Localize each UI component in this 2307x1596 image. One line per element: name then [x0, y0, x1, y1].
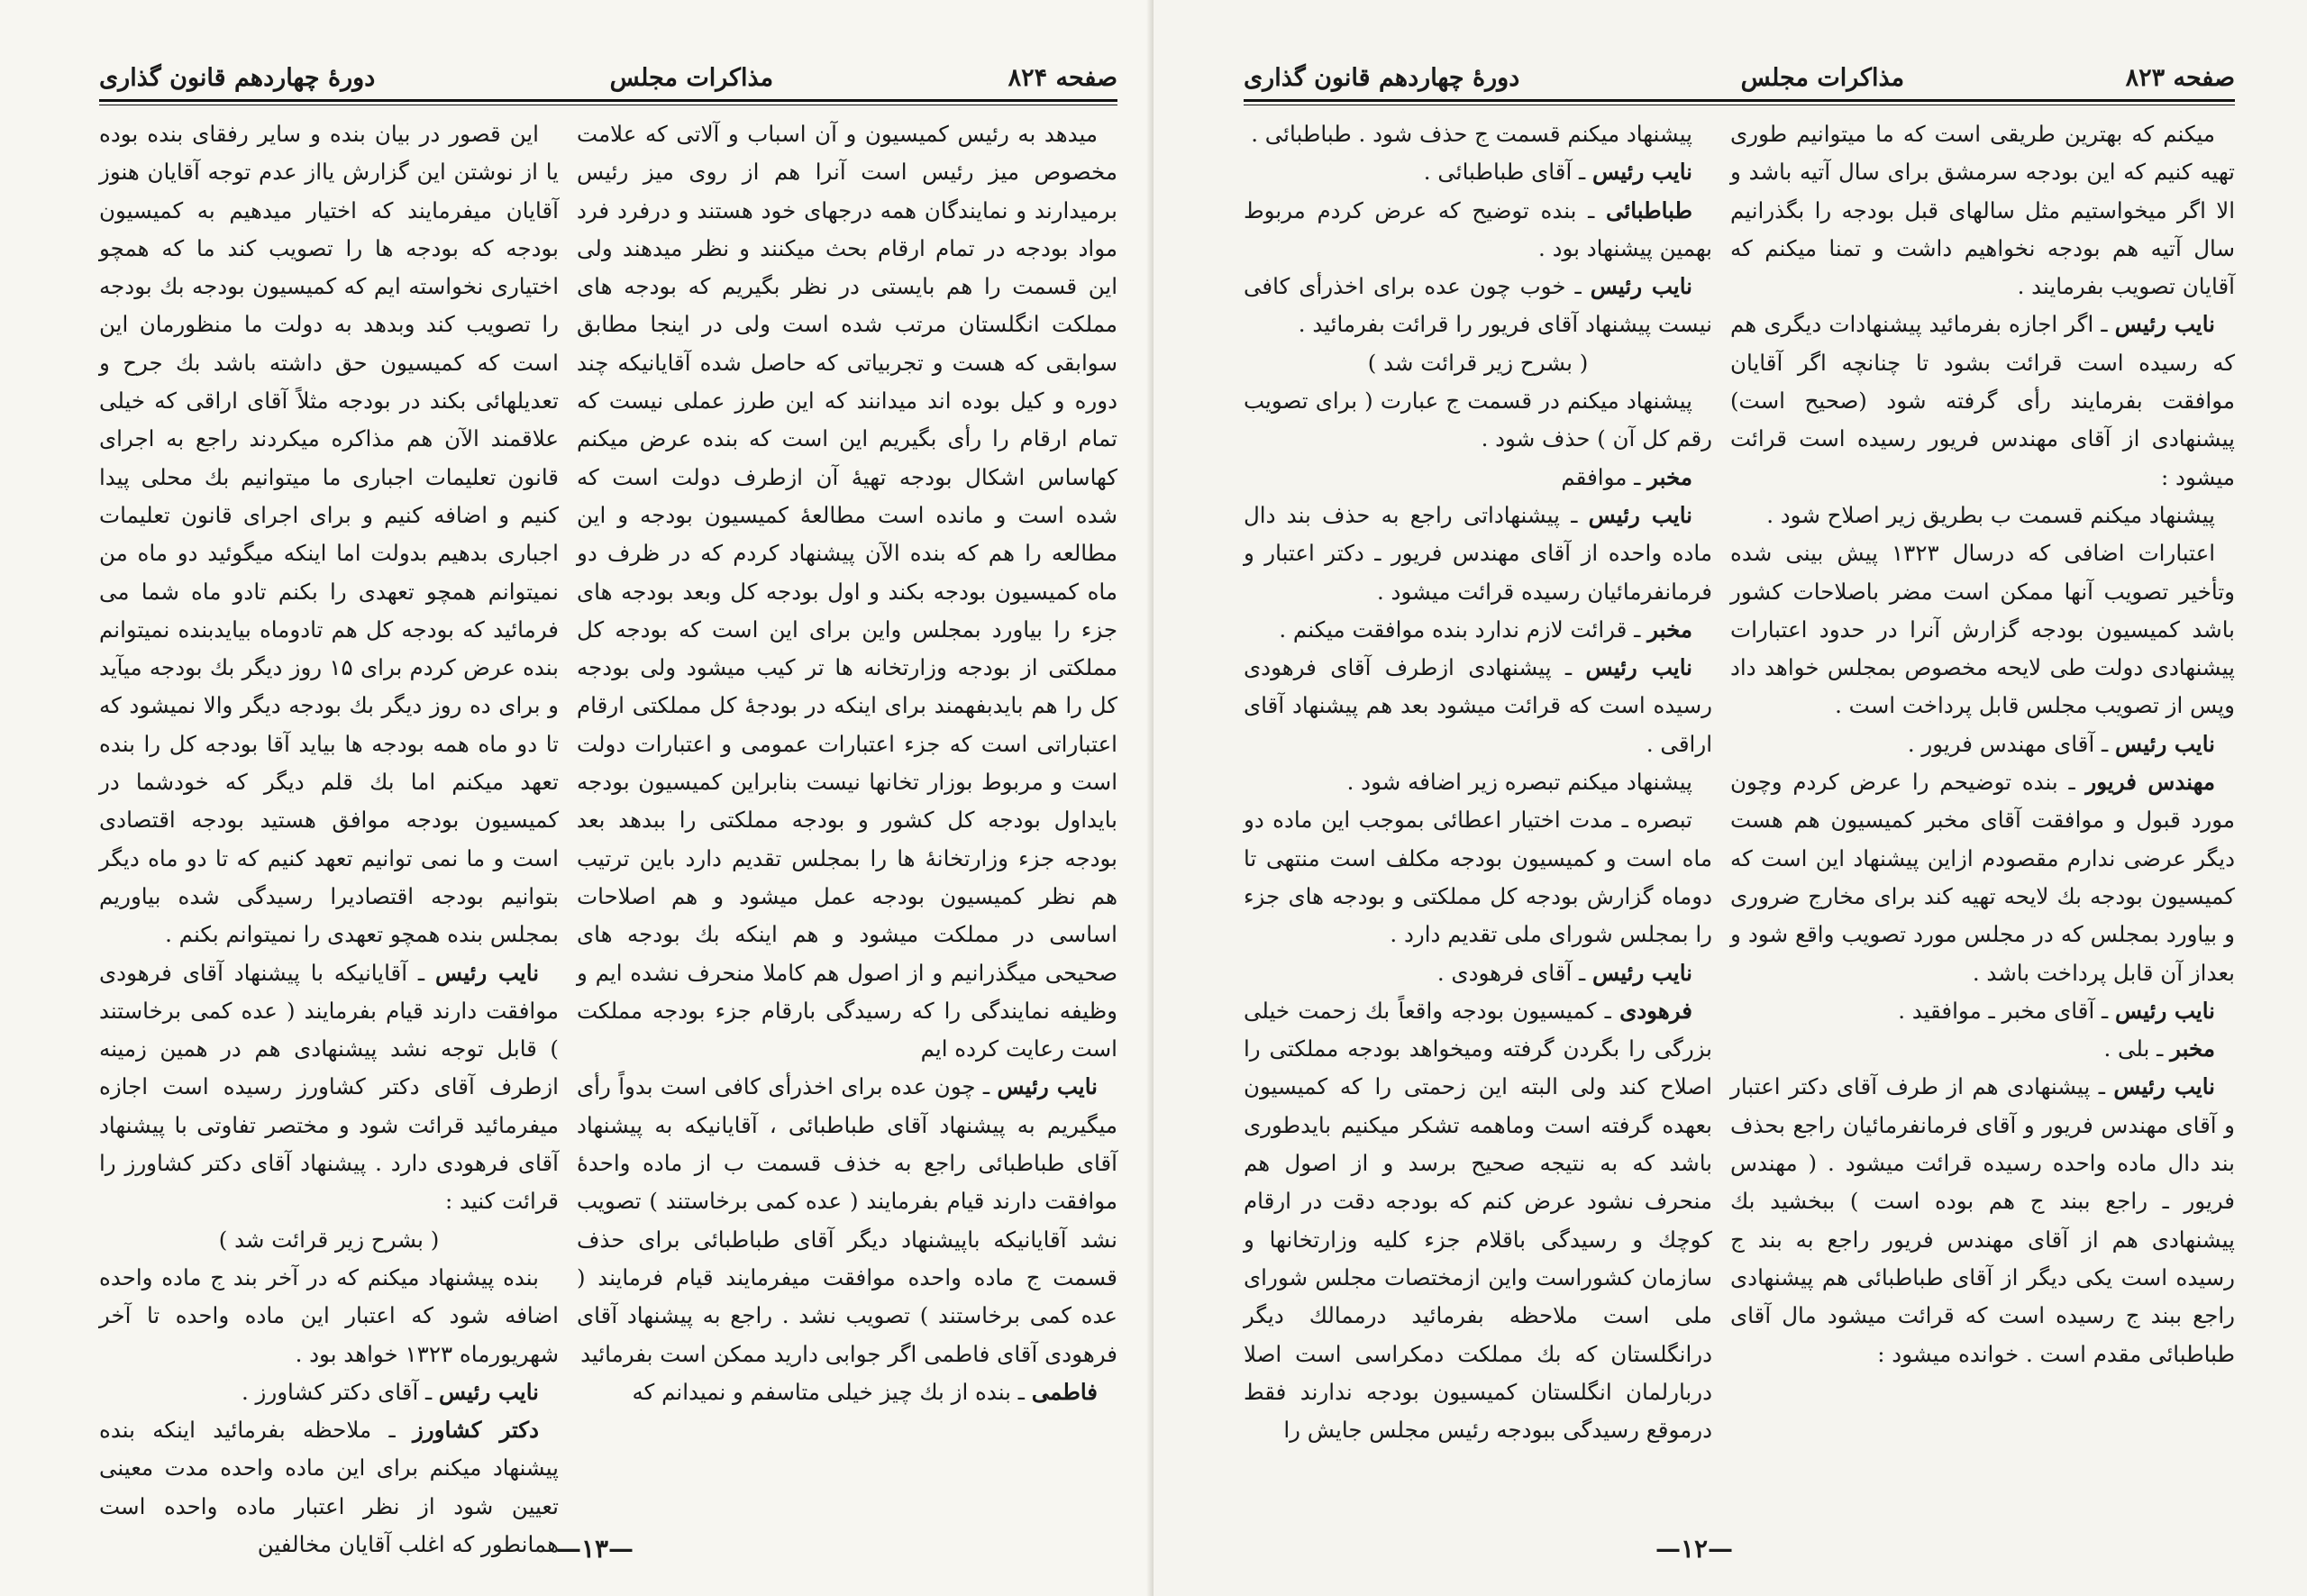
paragraph-text: میکنم که بهترین طریقی است که ما میتوانیم طوری تهیه کنیم که این بودجه سرمشق برای سال آتیه باشد و الا اگر میخواستیم مثل سالهای قبل بودجه را بگذرانیم سال آتیه هم بودجه نخواهیم داشت و تمنا میکنم که آقایان تصویب بفرمایند .: [1730, 121, 2235, 300]
paragraph-text: آقای فرهودی .: [1436, 959, 1573, 986]
page-header: [99, 56, 1117, 99]
paragraph-text: بلی .: [2103, 1035, 2150, 1062]
speaker-name: فاطمی: [1031, 1378, 1098, 1405]
dash-separator: ـ: [418, 1378, 440, 1405]
speaker-paragraph: [1244, 992, 1712, 1450]
speaker-paragraph: [1730, 763, 2235, 992]
speaker-name: نایب رئیس: [434, 959, 540, 986]
speaker-paragraph: [1730, 1068, 2235, 1373]
paragraph: [1244, 801, 1712, 953]
dash-separator: ـ: [371, 1417, 413, 1444]
paragraph: [1244, 382, 1712, 459]
section-title: مذاکرات مجلس: [609, 63, 774, 92]
speaker-name: طباطبائی: [1606, 196, 1692, 223]
speaker-name: مخبر: [1647, 463, 1692, 490]
speaker-name: نایب رئیس: [2115, 730, 2215, 757]
speaker-paragraph: [577, 1373, 1117, 1411]
text-column-left: [1244, 115, 1712, 1521]
header-rule: [99, 99, 1117, 105]
dash-separator: ـ: [1572, 159, 1593, 186]
paragraph-text: خوب چون عده برای اخذرأی کافی نیست پیشنهاد آقای فریور را قرائت بفرمائید .: [1244, 273, 1712, 338]
paragraph-text: ( بشرح زیر قرائت شد ): [218, 1226, 440, 1253]
paragraph-text: پیشنهاد میکنم قسمت ج حذف شود . طباطبائی .: [1251, 121, 1692, 147]
paragraph-text: آقایانیکه با پیشنهاد آقای فرهودی موافقت دارند قیام بفرمایند ( عده کمی برخاستند ) قابل توجه نشد پیشنهادی هم در همین زمینه ازطرف آقای دکتر کشاورز رسیده است اجازه میفرمائید قرائت شود و مختصر تفاوتی با پیشنهاد آقای فرهودی دارد . پیشنهاد آقای دکتر کشاورز را قرائت کنید :: [99, 959, 559, 1215]
right-page: [1154, 0, 2307, 1596]
speaker-paragraph: [99, 954, 559, 1221]
dash-separator: ـ: [2093, 311, 2115, 338]
speaker-name: نایب رئیس: [997, 1073, 1098, 1100]
dash-separator: ـ: [1551, 654, 1586, 681]
speaker-paragraph: [1730, 725, 2235, 763]
dash-separator: ـ: [1010, 1378, 1032, 1405]
speaker-name: مهندس فریور: [2085, 769, 2215, 796]
paragraph: [99, 115, 559, 954]
paragraph-text: این قصور در بیان بنده و سایر رفقای بنده بوده یا از نوشتن این گزارش یااز عدم توجه آقایان هنوز آقایان میفرمایند که اختیار میدهیم به کمیسیون بودجه که بودجه ها را تصویب کند ما که همچو اختیاری نخواسته ایم که کمیسیون بودجه بك بودجه را تصویب کند وبدهد به دولت ما منظورمان این است که کمیسیون حق داشته باشد بك جرح و تعدیلهائی بکند در بودجه مثلاً آقای اراقی که خیلی علاقمند الآن هم مذاکره میکردند راجع به اجرای قانون تعلیمات اجباری ما میتوانیم بك محلی پیدا کنیم و اضافه کنیم و برای اجرای قانون تعلیمات اجباری بدهیم بدولت اما اینکه میگوئید دو ماه من نمیتوانم همچو تعهدی را بکنم تادو ماه شما می فرمائید که بودجه کل هم تادوماه بیایدبنده نمیتوانم بنده عرض کردم برای ۱۵ روز دیگر بك بودجه میآید و برای ده روز دیگر بك بودجه دیگر والا نمیشود که تا دو ماه همه بودجه ها بیاید آقا بودجه کل را بنده تعهد میکنم اما بك قلم دیگر که خودشما در کمیسیون بودجه موافق هستید بودجه اقتصادی است و ما نمی توانیم تعهد کنیم که تا دو ماه دیگر بتوانیم بودجه اقتصادیرا رسیدگی شده بیاوریم بمجلس بنده همچو تعهدی را نمیتوانم بکنم .: [99, 121, 559, 948]
text-column-left: [99, 115, 559, 1557]
speaker-name: فرهودی: [1619, 997, 1692, 1024]
speaker-name: نایب رئیس: [2115, 997, 2215, 1024]
paragraph-text: ( بشرح زیر قرائت شد ): [1367, 349, 1589, 376]
paragraph-text: آقای طباطبائی .: [1423, 159, 1573, 186]
paragraph-text: چون عده برای اخذرأی کافی است بدواً رأی میگیریم به پیشنهاد آقای طباطبائی ، آقایانیکه به پیشنهاد آقای طباطبائی راجع به خذف قسمت ب از ماده واحدهٔ موافقت دارند قیام بفرمایند ( عده کمی برخاستند ) تصویب نشد آقایانیکه باپیشنهاد دیگر آقای طباطبائی برای حذف قسمت ج ماده واحده موافقت میفرمایند قیام فرمایند ( عده کمی برخاستند ) تصویب نشد . راجع به پیشنهاد آقای فرهودی آقای فاطمی اگر جوابی دارید ممکن است بفرمائید: [577, 1073, 1117, 1367]
page-header: [1244, 56, 2235, 99]
dash-separator: ـ: [1560, 501, 1589, 528]
text-column-right: [577, 115, 1117, 1521]
speaker-name: نایب رئیس: [2113, 1073, 2216, 1100]
dash-separator: ـ: [1572, 959, 1593, 986]
paragraph: [1730, 497, 2235, 534]
speaker-paragraph: [1244, 611, 1712, 649]
paragraph-text: قرائت لازم ندارد بنده موافقت میکنم .: [1279, 616, 1628, 643]
speaker-paragraph: [1244, 153, 1712, 191]
paragraph: [1730, 115, 2235, 306]
speaker-paragraph: [1730, 992, 2235, 1030]
paragraph-text: پیشنهادی ازطرف آقای فرهودی رسیده است که قرائت میشود بعد هم پیشنهاد آقای اراقی .: [1244, 654, 1712, 757]
paragraph-text: ملاحظه بفرمائید اینکه بنده پیشنهاد میکنم برای این ماده واحده مدت معینی تعیین شود از نظر اعتبار ماده واحده است همانطور که اغلب آقایان مخالفین: [99, 1417, 559, 1557]
paragraph-text: آقای دکتر کشاورز .: [241, 1378, 419, 1405]
paragraph: [99, 1259, 559, 1373]
folio-number: —۱۲—: [1655, 1534, 1734, 1564]
header-rule: [1244, 99, 2235, 105]
text-column-right: [1730, 115, 2235, 1521]
dash-separator: ـ: [2094, 997, 2116, 1024]
paragraph-text: تبصره ـ مدت اختیار اعطائی بموجب این ماده دو ماه است و کمیسیون بودجه مکلف است منتهی تا دوماه گزارش بودجه کل مملکتی و بودجه های جزء را بمجلس شورای ملی تقدیم دارد .: [1244, 807, 1712, 948]
dash-separator: ـ: [1627, 616, 1648, 643]
speaker-paragraph: [1730, 306, 2235, 496]
speaker-name: نایب رئیس: [1592, 959, 1692, 986]
page-number-label: صفحه ۸۲۴: [1008, 63, 1117, 92]
dash-separator: ـ: [1576, 196, 1607, 223]
speaker-paragraph: [99, 1373, 559, 1411]
folio-number: —۱۳—: [555, 1534, 634, 1564]
speaker-name: مخبر: [2170, 1035, 2215, 1062]
speaker-name: مخبر: [1647, 616, 1692, 643]
paragraph: [1244, 115, 1712, 153]
section-title: مذاکرات مجلس: [1740, 63, 1905, 92]
paragraph: [577, 115, 1117, 1068]
paragraph-text: بنده توضیحم را عرض کردم وچون مورد قبول و موافقت آقای مخبر کمیسیون هم هست دیگر عرضی ندارم مقصودم ازاین پیشنهاد این است که کمیسیون بودجه بك لایحه تهیه کند برای مخارج ضروری و بیاورد بمجلس که در مجلس مورد تصویب واقع شود و بعداز آن قابل پرداخت باشد .: [1730, 769, 2235, 986]
speaker-name: دکتر کشاورز: [412, 1417, 539, 1444]
dash-separator: ـ: [1565, 273, 1591, 300]
speaker-name: نایب رئیس: [1590, 273, 1693, 300]
paragraph-text: اگر اجازه بفرمائید پیشنهادات دیگری هم که رسیده است قرائت بشود تا چنانچه اگر آقایان موافقت بفرمایند رأی گرفته شود (صحیح است) پیشنهادی از آقای مهندس فریور رسیده است قرائت میشود :: [1730, 311, 2235, 490]
paragraph-text: پیشنهاد میکنم تبصره زیر اضافه شود .: [1346, 769, 1692, 796]
dash-separator: ـ: [407, 959, 435, 986]
paragraph: [1244, 344, 1712, 382]
dash-separator: ـ: [2090, 1073, 2114, 1100]
paragraph-text: پیشنهاد میکنم قسمت ب بطریق زیر اصلاح شود .: [1766, 501, 2215, 528]
dash-separator: ـ: [975, 1073, 998, 1100]
speaker-paragraph: [1244, 192, 1712, 269]
speaker-name: نایب رئیس: [1588, 501, 1692, 528]
paragraph: [1730, 534, 2235, 725]
session-title: دورهٔ چهاردهم قانون گذاری: [99, 63, 376, 92]
paragraph-text: کمیسیون بودجه واقعاً بك زحمت خیلی بزرگی را بگردن گرفته ومیخواهد بودجه مملکتی را اصلاح کند ولی البته این زحمتی را که کمیسیون بعهده گرفته است وماهمه تشکر میکنیم بایدطوری باشد که به نتیجه صحیح برسد و از اصول هم منحرف نشود عرض کنم که بودجه دقت در ارقام کوچك و رسیدگی باقلام جزء کلیه وزارتخانها و سازمان کشوراست واین ازمختصات مجلس شورای ملی است ملاحظه بفرمائید درممالك دیگر درانگلستان که بك مملکت دمکراسی است اصلا دربارلمان انگلستان کمیسیون بودجه ندارند فقط درموقع رسیدگی ببودجه رئیس مجلس جایش را: [1244, 997, 1712, 1444]
speaker-paragraph: [577, 1068, 1117, 1373]
paragraph-text: اعتبارات اضافی که درسال ۱۳۲۳ پیش بینی شده وتأخیر تصویب آنها ممکن است مضر باصلاحات کشور باشد کمیسیون بودجه گزارش آنرا در حدود اعتبارات پیشنهادی دولت طی لایحه مخصوص بمجلس خواهد داد وپس از تصویب مجلس قابل پرداخت است .: [1730, 540, 2235, 719]
paragraph-text: آقای مخبر ـ موافقید .: [1898, 997, 2095, 1024]
speaker-paragraph: [1244, 459, 1712, 497]
dash-separator: ـ: [1596, 997, 1620, 1024]
page-number-label: صفحه ۸۲۳: [2125, 63, 2235, 92]
dash-separator: ـ: [1627, 463, 1648, 490]
speaker-paragraph: [1244, 268, 1712, 344]
dash-separator: ـ: [2149, 1035, 2171, 1062]
speaker-paragraph: [1244, 497, 1712, 611]
speaker-paragraph: [99, 1411, 559, 1564]
speaker-paragraph: [1244, 649, 1712, 763]
paragraph-text: بنده توضیح که عرض کردم مربوط بهمین پیشنهاد بود .: [1244, 196, 1712, 261]
dash-separator: ـ: [2094, 730, 2116, 757]
speaker-name: نایب رئیس: [439, 1378, 539, 1405]
paragraph: [1244, 763, 1712, 801]
speaker-paragraph: [1730, 1030, 2235, 1068]
paragraph-text: پیشنهاد میکنم در قسمت ج عبارت ( برای تصویب رقم کل آن ) حذف شود .: [1244, 388, 1712, 452]
speaker-name: نایب رئیس: [1592, 159, 1692, 186]
paragraph-text: پیشنهادی هم از طرف آقای دکتر اعتبار و آقای مهندس فریور و آقای فرمانفرمائیان راجع بحذف بند دال ماده واحده رسیده قرائت میشود . ( مهندس فریور ـ راجع ببند ج هم بوده است ) ببخشید بك پیشنهادی هم از آقای مهندس فریور راجع به بند ج رسیده است یکی دیگر از آقای طباطبائی هم پیشنهادی راجع ببند ج رسیده است که قرائت میشود مال آقای طباطبائی مقدم است . خوانده میشود :: [1730, 1073, 2235, 1367]
paragraph-text: میدهد به رئیس کمیسیون و آن اسباب و آلاتی که علامت مخصوص میز رئیس است آنرا هم از روی میز رئیس برمیدارند و نمایندگان همه درجهای خود هستند و درفرد فرد مواد بودجه در تمام ارقام بحث میکنند و نظر میدهند ولی این قسمت را هم بایستی در نظر بگیریم که بودجه های مملکت انگلستان مرتب شده است ولی در اینجا مطابق سوابقی که هست و تجربیاتی که حاصل شده آقایانیکه چند دوره و کیل بوده اند میدانند که این طرز عملی نیست که تمام ارقام را رأی بگیریم این است که بنده عرض میکنم کهاساس اشکال بودجه تهیهٔ آن ازطرف دولت است که شده است و مانده است مطالعهٔ کمیسیون بودجه و این مطالعه را هم که بنده الآن پیشنهاد کردم که در ظرف دو ماه کمیسیون بودجه بکند و اول بودجه کل وبعد بودجه های جزء را بیاورد بمجلس واین برای این است که بودجه کل مملکتی از بودجه وزارتخانه ها تر کیب میشود ولی بودجه کل را هم بایدبفهمند برای اینکه در بودجهٔ کل مملکتی ارقام اعتباراتی است که جزء اعتبارات عمومی و اعتبارات دولت است و مربوط بوزار تخانها نیست بنابراین کمیسیون بودجه بایداول بودجه کل کشور و بودجه مملکتی را ببدهد بعد بودجه جزء وزارتخانهٔ ها را بمجلس تقدیم دارد باین ترتیب هم نظر کمیسیون بودجه عمل میشود و هم اصلاحات اساسی در مملکت میشود و هم اینکه بك بودجه های صحیحی میگذرانیم و از اصول هم کاملا منحرف نشده ایم و وظیفه نمایندگی را که رسیدگی بارقام جزء بودجه مملکت است رعایت کرده ایم: [577, 121, 1117, 1062]
paragraph-text: بنده پیشنهاد میکنم که در آخر بند ج ماده واحده اضافه شود که اعتبار این ماده واحده تا آخر شهریورماه ۱۳۲۳ خواهد بود .: [99, 1263, 559, 1367]
paragraph-text: موافقم: [1561, 463, 1628, 490]
speaker-name: نایب رئیس: [2114, 311, 2215, 338]
paragraph-text: پیشنهاداتی راجع به حذف بند دال ماده واحده از آقای مهندس فریور ـ دکتر اعتبار و فرمانفرمائیان رسیده قرائت میشود .: [1244, 501, 1712, 605]
paragraph-text: بنده از بك چیز خیلی متاسفم و نمیدانم که: [632, 1378, 1011, 1405]
paragraph-text: آقای مهندس فریور .: [1907, 730, 2095, 757]
dash-separator: ـ: [2057, 769, 2086, 796]
speaker-name: نایب رئیس: [1585, 654, 1693, 681]
paragraph: [99, 1221, 559, 1259]
session-title: دورهٔ چهاردهم قانون گذاری: [1244, 63, 1520, 92]
speaker-paragraph: [1244, 954, 1712, 992]
